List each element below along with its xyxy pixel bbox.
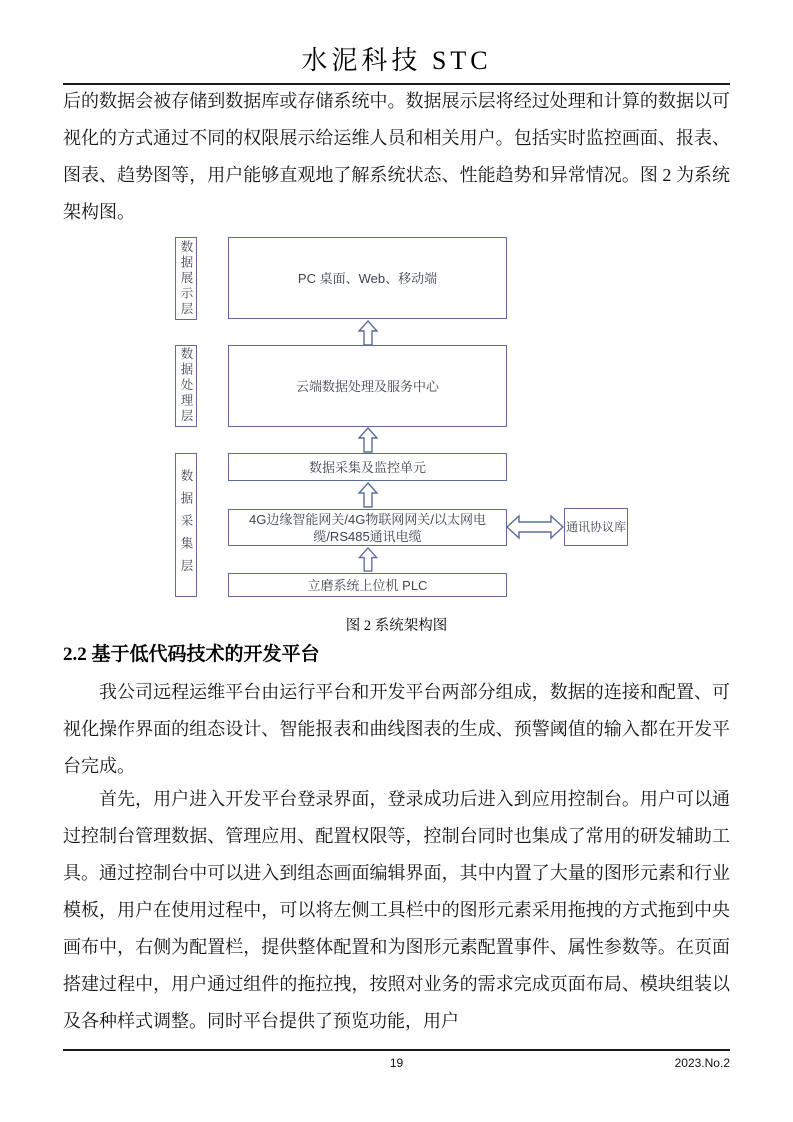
up-arrow-icon [358, 427, 378, 453]
diagram-box-protocol-library: 通讯协议库 [564, 508, 628, 546]
diagram-box-gateway: 4G边缘智能网关/4G物联网网关/以太网电缆/RS485通讯电缆 [228, 509, 507, 546]
double-arrow-icon [506, 513, 564, 541]
up-arrow-icon [358, 482, 378, 508]
diagram-box-plc: 立磨系统上位机 PLC [228, 573, 507, 597]
up-arrow-icon [358, 547, 378, 572]
diagram-box-cloud-center: 云端数据处理及服务中心 [228, 345, 507, 427]
system-architecture-figure [175, 237, 630, 597]
paragraph-workflow: 首先，用户进入开发平台登录界面，登录成功后进入到应用控制台。用户可以通过控制台管理数据、管理应用、配置权限等，控制台同时也集成了常用的研发辅助工具。通过控制台中可以进入到组态画面编辑界面，其中内置了大量的图形元素和行业模板，用户在使用过程中，可以将左侧工具栏中的图形元素采用拖拽的方式拖到中央画布中，右侧为配置栏，提供整体配置和为图形元素配置事件、属性参数等。在页面搭建过程中，用户通过组件的拖拉拽，按照对业务的需求完成页面布局、模块组装以及各种样式调整。同时平台提供了预览功能，用户 [63, 789, 730, 1031]
journal-title: 水泥科技 STC [301, 46, 492, 75]
layer-label-data-processing [175, 345, 197, 427]
page-footer [63, 1056, 730, 1072]
layer-label-text: 数据展示层 [179, 239, 193, 318]
layer-label-text: 数据处理层 [179, 347, 193, 425]
up-arrow-icon [358, 320, 378, 346]
diagram-box-scada-unit: 数据采集及监控单元 [228, 453, 507, 481]
section-heading: 2.2 基于低代码技术的开发平台 [63, 644, 320, 665]
layer-label-text: 数据采集层 [179, 468, 193, 582]
figure-caption: 图 2 系统架构图 [345, 618, 448, 634]
paragraph-platform: 我公司远程运维平台由运行平台和开发平台两部分组成，数据的连接和配置、可视化操作界面的组态设计、智能报表和曲线图表的生成、预警阈值的输入都在开发平台完成。 [63, 682, 730, 776]
issue-label: 2023.No.2 [674, 1056, 730, 1070]
footer-rule [63, 1049, 730, 1051]
paragraph-intro: 后的数据会被存储到数据库或存储系统中。数据展示层将经过处理和计算的数据以可视化的方式通过不同的权限展示给运维人员和相关用户。包括实时监控画面、报表、图表、趋势图等，用户能够直观地了解系统状态、性能趋势和异常情况。图 2 为系统架构图。 [63, 91, 730, 222]
page-number: 19 [389, 1056, 404, 1070]
layer-label-data-display [175, 237, 197, 320]
layer-label-data-acquisition [175, 453, 197, 597]
diagram-box-pc-web-mobile: PC 桌面、Web、移动端 [228, 237, 507, 319]
